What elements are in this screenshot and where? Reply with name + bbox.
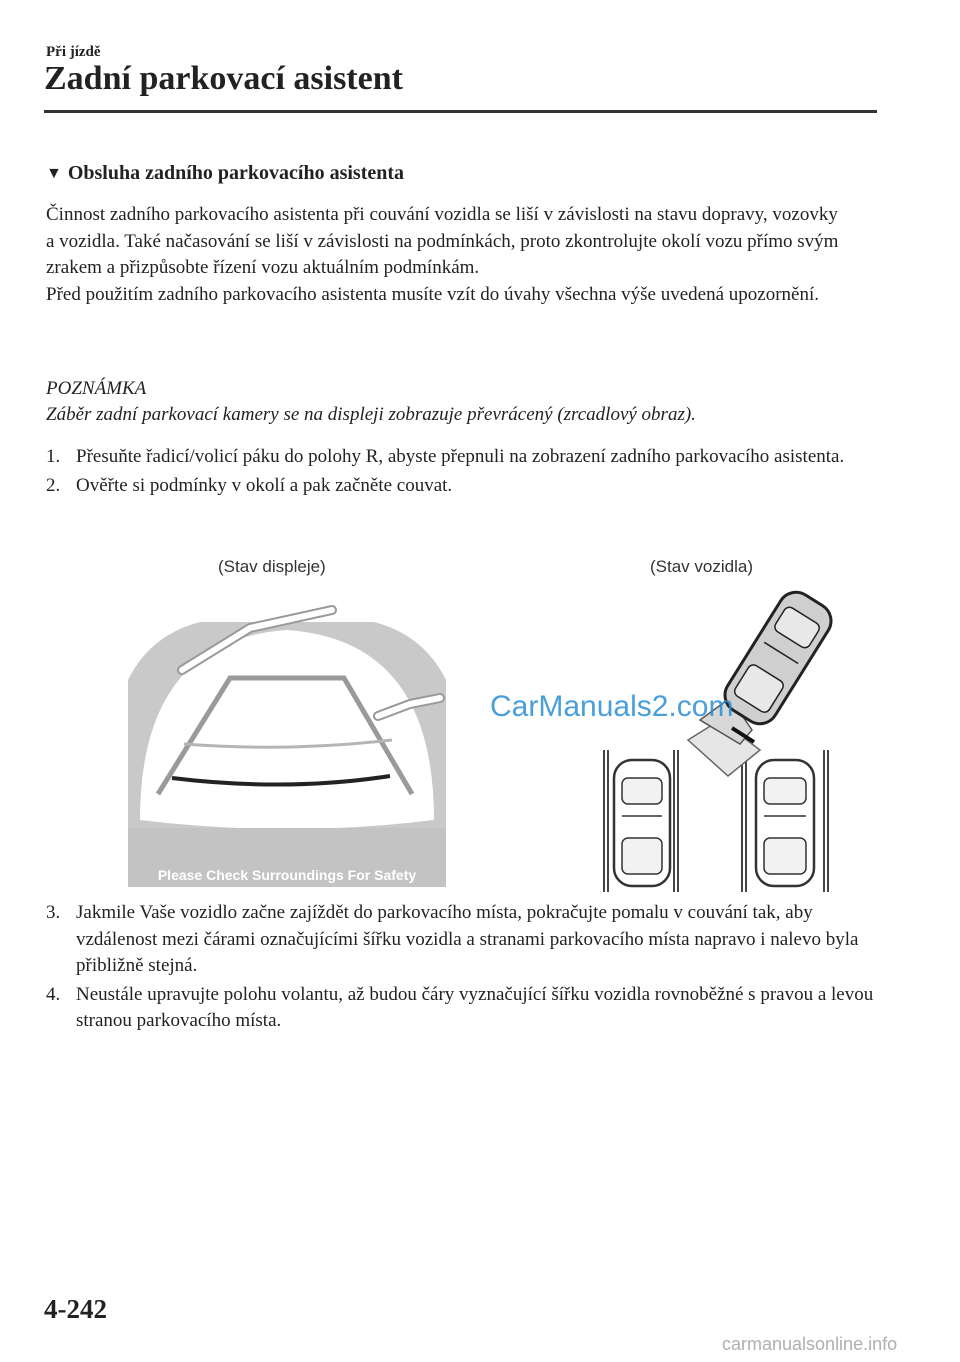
- watermark: CarManuals2.com: [490, 690, 734, 723]
- reversing-car-icon: [718, 585, 838, 730]
- running-head: Při jízdě: [46, 44, 101, 60]
- step-text: Přesuňte řadicí/volicí páku do polohy R, abyste přepnuli na zobrazení zadního parkovacího asistenta.: [76, 446, 845, 467]
- note-text: Záběr zadní parkovací kamery se na displeji zobrazuje převrácený (zrcadlový obraz).: [46, 404, 696, 425]
- intro-paragraph: Činnost zadního parkovacího asistenta při couvání vozidla se liší v závislosti na stavu dopravy, vozovky a vozidla. Také načasování se liší v závislosti na podmínkách, proto zkontrolujte okolí vozu přímo svým zrakem a přizpůsobte řízení vozu aktuálním podmínkám.: [46, 204, 839, 278]
- section-heading-text: Obsluha zadního parkovacího asistenta: [67, 162, 405, 184]
- page-title: Zadní parkovací asistent: [44, 60, 403, 97]
- vehicle-state-label: (Stav vozidla): [650, 557, 753, 576]
- steps-list-2: [46, 900, 876, 1037]
- step-number: 4.: [46, 983, 61, 1005]
- step-number: 1.: [46, 446, 61, 467]
- camera-display: [128, 610, 446, 887]
- display-state-label: (Stav displeje): [218, 557, 326, 576]
- step-text: Ověřte si podmínky v okolí a pak začněte couvat.: [76, 474, 453, 496]
- safety-message: Please Check Surroundings For Safety: [157, 867, 417, 883]
- step-item: [46, 473, 876, 500]
- intro-text: [46, 202, 846, 308]
- triangle-icon: ▼: [46, 165, 62, 182]
- note-label: POZNÁMKA: [46, 378, 147, 399]
- footer-site: carmanualsonline.info: [722, 1334, 898, 1354]
- parking-assist-figure: [0, 580, 960, 900]
- title-rule: [44, 110, 877, 113]
- step-item: [46, 900, 876, 980]
- parking-scene: [604, 585, 838, 892]
- step-text: Jakmile Vaše vozidlo začne zajíždět do parkovacího místa, pokračujte pomalu v couvání tak, aby vzdálenost mezi čárami označujícími šířku vozidla a stranami parkovacího místa napravo i nalevo byla přibližně stejná.: [76, 902, 859, 976]
- page-number: 4-242: [44, 1294, 107, 1324]
- step-number: 3.: [46, 902, 61, 923]
- step-number: 2.: [46, 474, 61, 496]
- step-text: Neustále upravujte polohu volantu, až budou čáry vyznačující šířku vozidla rovnoběžné s pravou a levou stranou parkovacího místa.: [76, 983, 874, 1031]
- parked-car-icon: [756, 760, 814, 886]
- step-item: [46, 982, 876, 1035]
- intro-paragraph-2: Před použitím zadního parkovacího asistenta musíte vzít do úvahy všechna výše uvedená upozornění.: [46, 283, 819, 305]
- section-heading: [46, 162, 404, 185]
- parked-car-icon: [614, 760, 670, 886]
- steps-list-1: [46, 444, 876, 501]
- step-item: [46, 444, 876, 471]
